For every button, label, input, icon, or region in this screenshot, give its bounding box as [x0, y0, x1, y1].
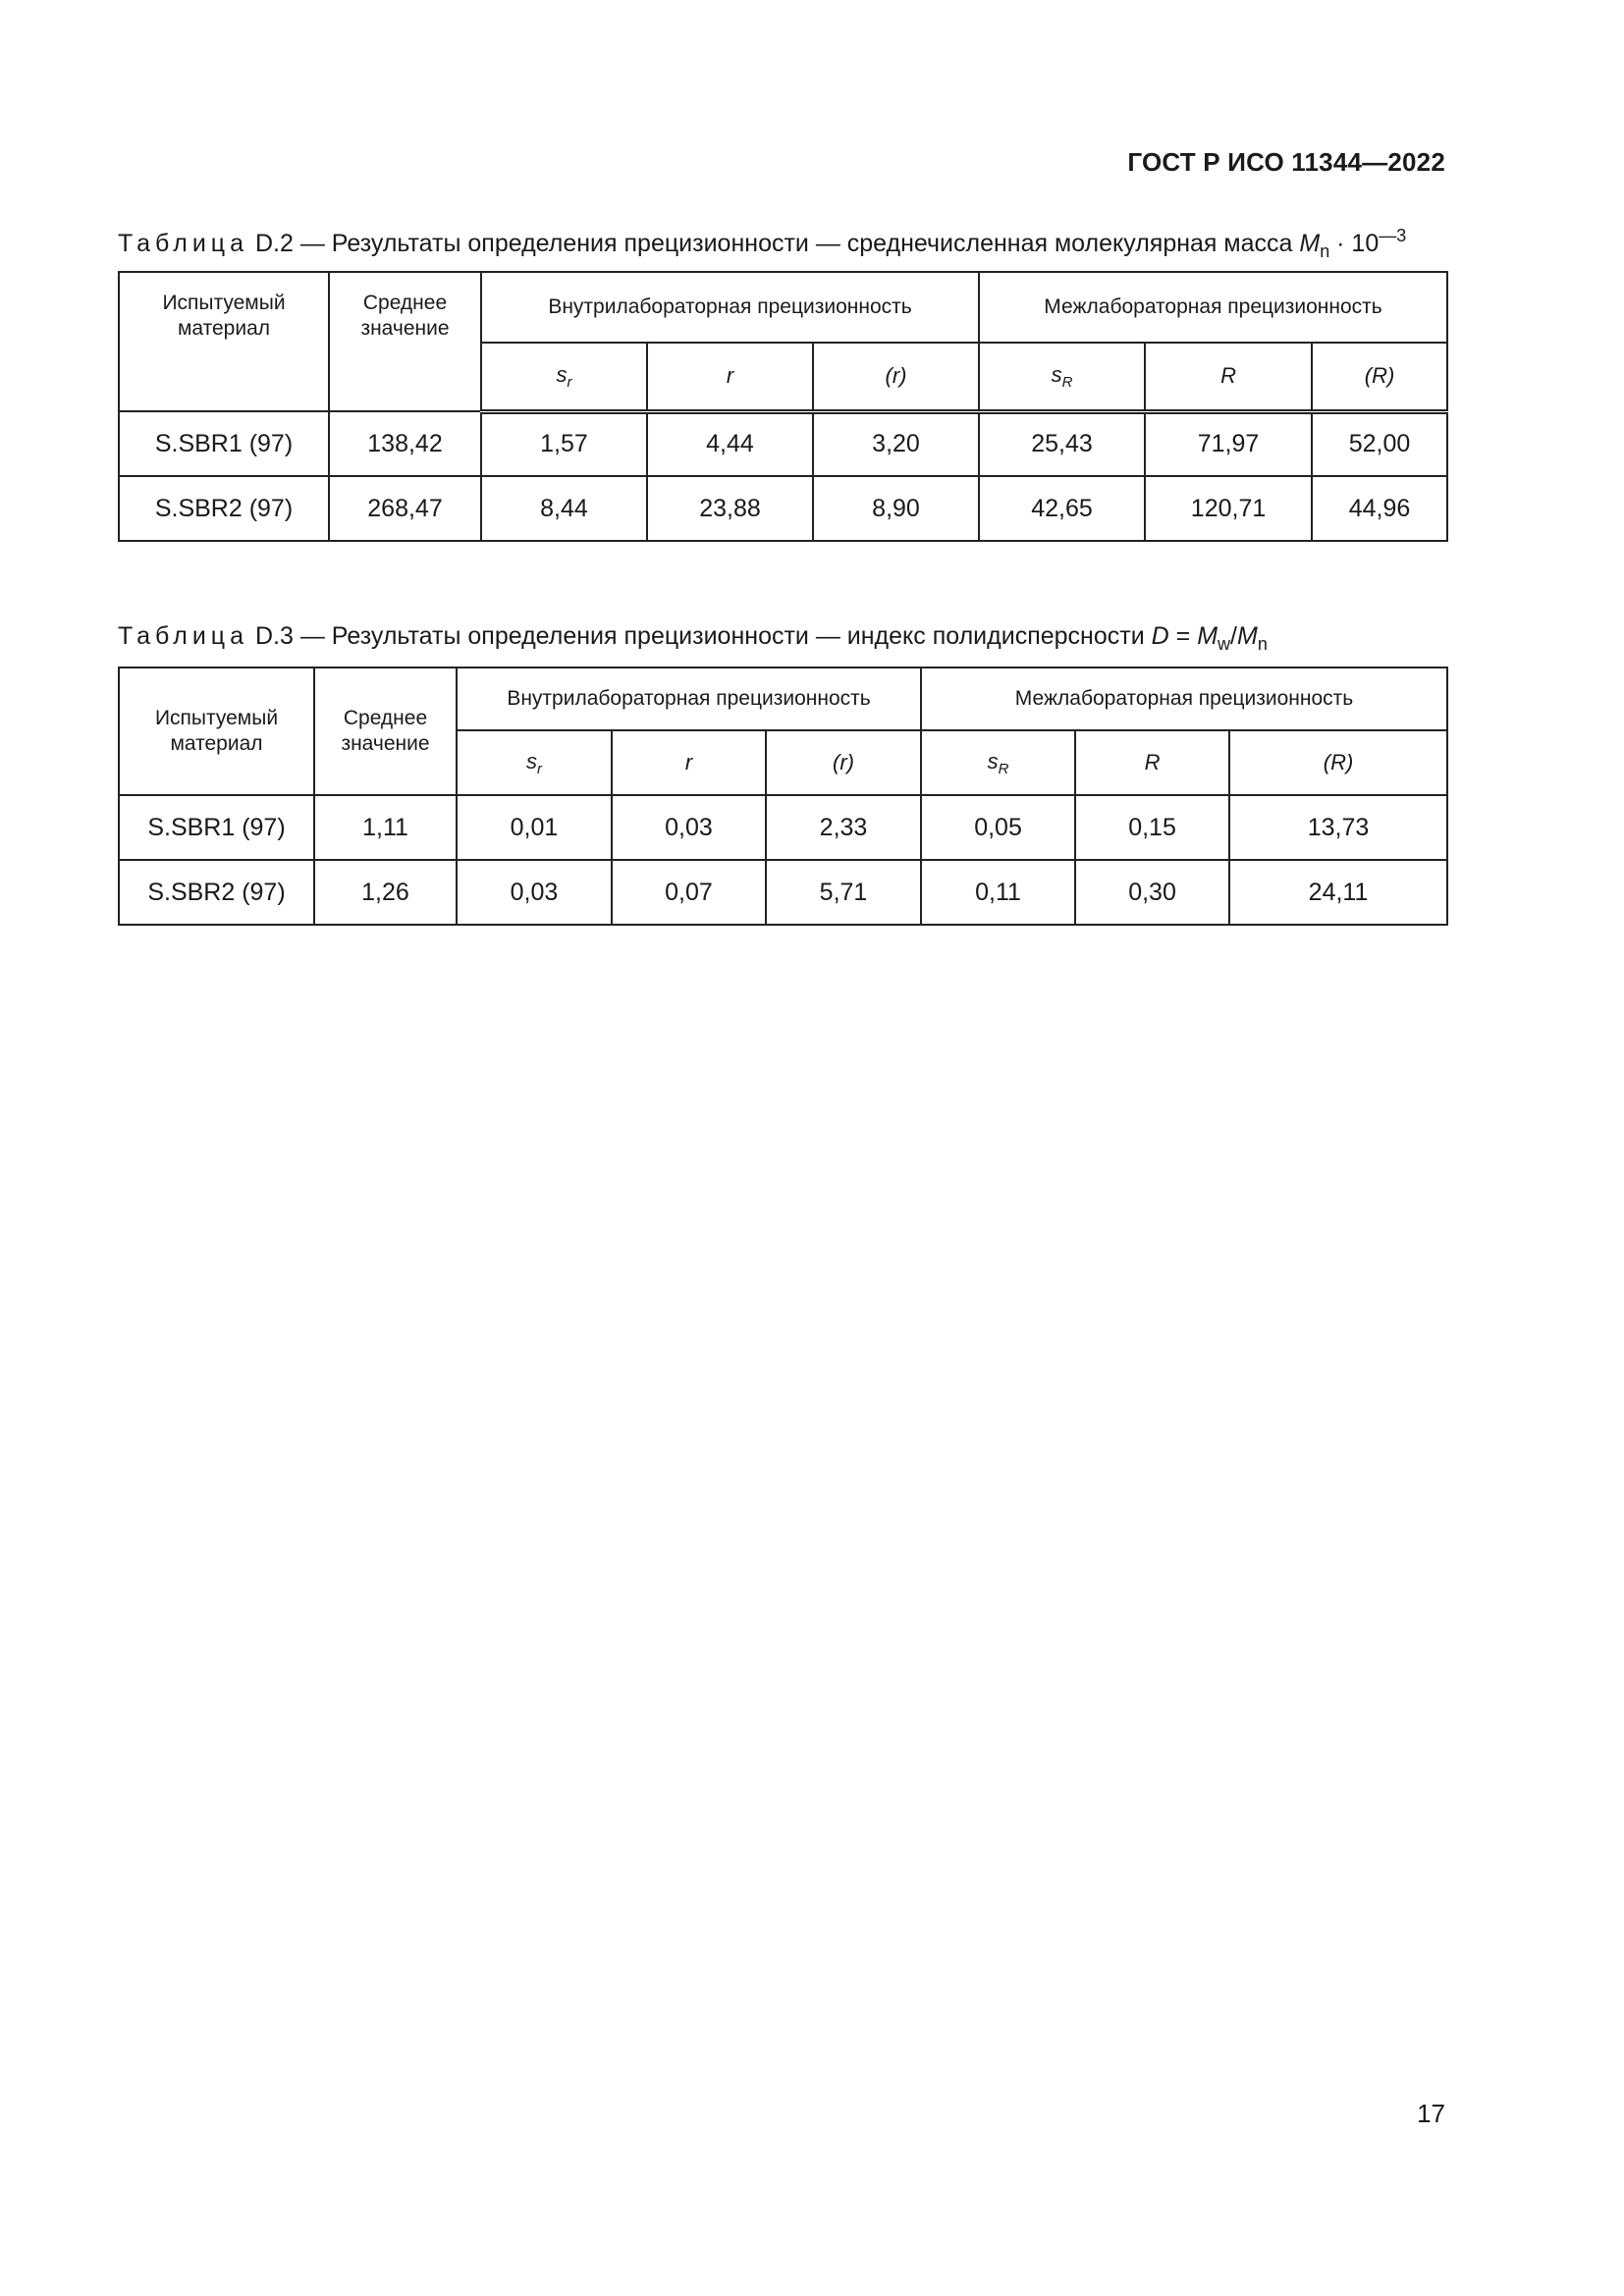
- table-row: [119, 860, 1447, 925]
- cell-s-R: 42,65: [979, 476, 1145, 541]
- cell-R: 71,97: [1145, 411, 1312, 476]
- cell-R: 0,15: [1075, 795, 1229, 860]
- cell-material: S.SBR2 (97): [119, 476, 329, 541]
- formula-symbol-mn: M: [1237, 622, 1258, 650]
- table-row: [119, 476, 1447, 541]
- table-d3-caption: [118, 622, 1453, 655]
- header-R: R: [1075, 730, 1229, 795]
- table-word: Таблица: [118, 622, 249, 650]
- cell-mean: 268,47: [329, 476, 481, 541]
- header-within-lab: Внутрилабораторная прецизионность: [457, 667, 921, 730]
- header-between-lab: Межлабораторная прецизионность: [979, 272, 1447, 343]
- formula-equals: =: [1175, 622, 1191, 650]
- cell-R-percent: 24,11: [1229, 860, 1447, 925]
- caption-text: D.2 — Результаты определения прецизионности — среднечисленная молекулярная масса: [254, 230, 1293, 257]
- cell-s-r: 8,44: [481, 476, 647, 541]
- header-within-lab: Внутрилабораторная прецизионность: [481, 272, 979, 343]
- cell-material: S.SBR2 (97): [119, 860, 314, 925]
- header-r: r: [612, 730, 766, 795]
- cell-r: 4,44: [647, 411, 813, 476]
- header-material: Испытуемый материал: [119, 272, 329, 411]
- document-designation: ГОСТ Р ИСО 11344—2022: [1127, 147, 1445, 177]
- formula-slash: /: [1230, 622, 1237, 650]
- formula-symbol-d: D: [1151, 622, 1169, 650]
- cell-material: S.SBR1 (97): [119, 795, 314, 860]
- table-d2: [118, 271, 1448, 542]
- table-row: [119, 411, 1447, 476]
- header-R-percent: (R): [1312, 343, 1447, 411]
- header-material: Испытуемый материал: [119, 667, 314, 795]
- header-r: r: [647, 343, 813, 411]
- cell-r-percent: 8,90: [813, 476, 979, 541]
- header-r-percent: (r): [813, 343, 979, 411]
- header-between-lab: Межлабораторная прецизионность: [921, 667, 1447, 730]
- cell-mean: 1,11: [314, 795, 457, 860]
- header-mean: Среднее значение: [329, 272, 481, 411]
- cell-r: 0,07: [612, 860, 766, 925]
- table-d3: [118, 667, 1448, 926]
- cell-s-r: 0,01: [457, 795, 612, 860]
- cell-s-r: 0,03: [457, 860, 612, 925]
- formula-subscript: n: [1320, 241, 1330, 261]
- cell-R: 120,71: [1145, 476, 1312, 541]
- cell-s-r: 1,57: [481, 411, 647, 476]
- caption-text: D.3 — Результаты определения прецизионности — индекс полидисперсности: [254, 622, 1145, 650]
- cell-material: S.SBR1 (97): [119, 411, 329, 476]
- cell-s-R: 0,05: [921, 795, 1075, 860]
- cell-R: 0,30: [1075, 860, 1229, 925]
- cell-mean: 1,26: [314, 860, 457, 925]
- header-R: R: [1145, 343, 1312, 411]
- table-row: [119, 795, 1447, 860]
- header-s-r: $s_r$: [481, 343, 647, 411]
- table-word: Таблица: [118, 230, 249, 257]
- formula-symbol: M: [1299, 230, 1321, 257]
- header-mean: Среднее значение: [314, 667, 457, 795]
- formula-multiplier: · 10: [1336, 230, 1380, 257]
- page-number: 17: [1417, 2099, 1445, 2128]
- cell-r-percent: 5,71: [766, 860, 921, 925]
- header-r-percent: (r): [766, 730, 921, 795]
- header-s-R: $s_R$: [921, 730, 1075, 795]
- header-R-percent: (R): [1229, 730, 1447, 795]
- cell-mean: 138,42: [329, 411, 481, 476]
- formula-subscript-w: w: [1218, 634, 1231, 654]
- cell-R-percent: 44,96: [1312, 476, 1447, 541]
- header-s-r: $s_r$: [457, 730, 612, 795]
- table-d2-caption: [118, 226, 1453, 262]
- cell-R-percent: 52,00: [1312, 411, 1447, 476]
- header-s-R: $s_R$: [979, 343, 1145, 411]
- cell-r-percent: 3,20: [813, 411, 979, 476]
- cell-r: 0,03: [612, 795, 766, 860]
- cell-s-R: 0,11: [921, 860, 1075, 925]
- cell-s-R: 25,43: [979, 411, 1145, 476]
- cell-r-percent: 2,33: [766, 795, 921, 860]
- cell-r: 23,88: [647, 476, 813, 541]
- formula-exponent: —3: [1379, 226, 1407, 245]
- cell-R-percent: 13,73: [1229, 795, 1447, 860]
- formula-symbol-mw: M: [1197, 622, 1218, 650]
- formula-subscript-n: n: [1257, 634, 1268, 654]
